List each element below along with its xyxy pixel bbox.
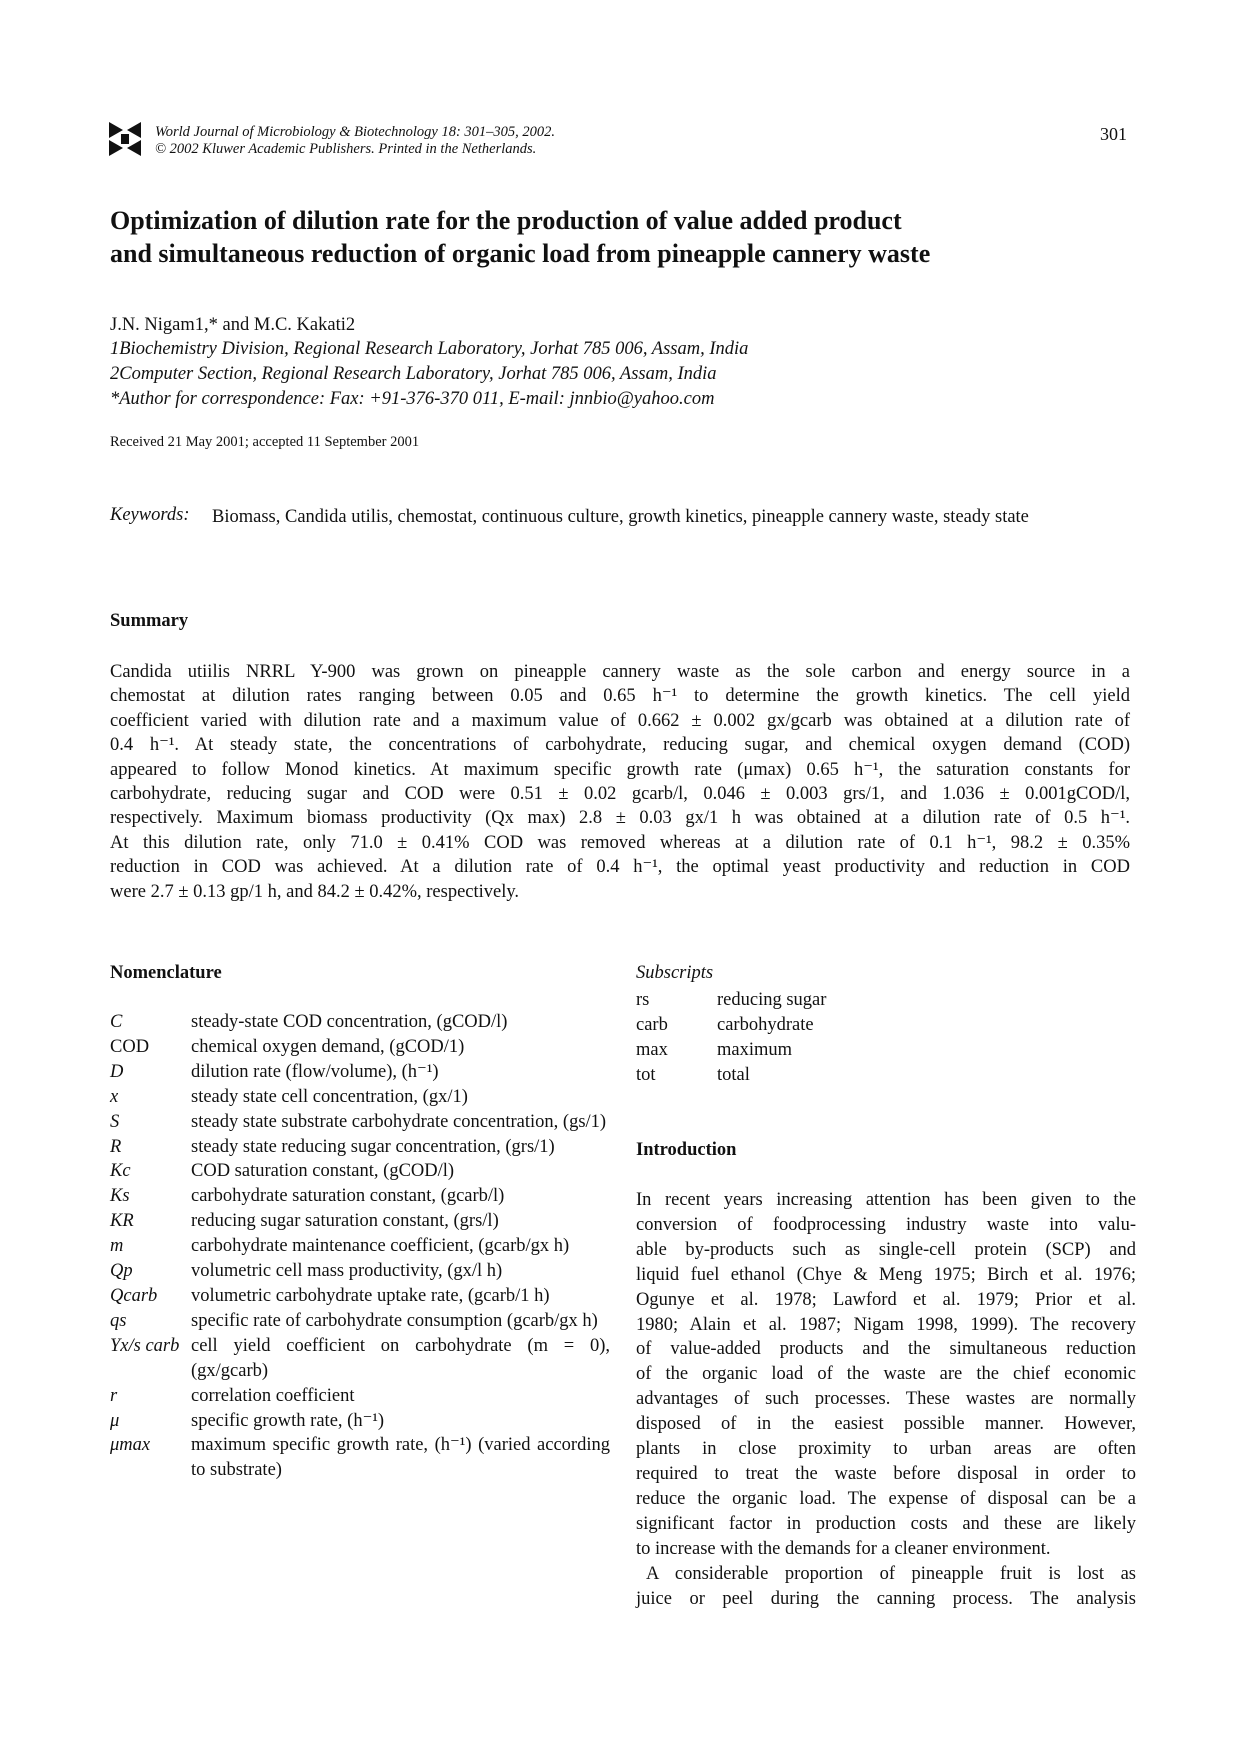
nomenclature-symbol: Ks (110, 1186, 130, 1207)
nomenclature-definition: steady-state COD concentration, (gCOD/l) (191, 1012, 508, 1032)
nomenclature-row (110, 1035, 610, 1060)
keywords-label: Keywords: (110, 505, 190, 525)
nomenclature-definition: carbohydrate maintenance coefficient, (gcarb/gx h) (191, 1236, 570, 1257)
nomenclature-row (110, 1184, 610, 1209)
summary-body (110, 660, 1130, 904)
nomenclature-list (110, 1010, 610, 1483)
nomenclature-symbol: r (110, 1385, 118, 1406)
subscript-definition: total (717, 1065, 750, 1085)
subscript-row (636, 988, 826, 1013)
subscript-row (636, 1063, 826, 1088)
nomenclature-row (110, 1085, 610, 1110)
affiliation-line: 1Biochemistry Division, Regional Research Laboratory, Jorhat 785 006, Assam, India (110, 339, 749, 359)
nomenclature-symbol: μmax (110, 1435, 151, 1456)
summary-line: coefficient varied with dilution rate and a maximum value of 0.662 ± 0.002 gx/gcarb was obtained at a dilution rate of (110, 710, 1130, 731)
introduction-line: advantages of such processes. These wastes are normally (636, 1389, 1136, 1410)
nomenclature-symbol: R (110, 1136, 122, 1157)
introduction-line: to increase with the demands for a cleaner environment. (636, 1538, 1051, 1559)
nomenclature-symbol: D (110, 1061, 124, 1082)
introduction-line: required to treat the waste before disposal in order to (636, 1463, 1136, 1484)
introduction-body (636, 1188, 1136, 1611)
nomenclature-definition: maximum specific growth rate, (h⁻¹) (varied according to substrate) (191, 1435, 610, 1481)
publisher-logo-icon (107, 120, 143, 158)
journal-citation (155, 124, 555, 158)
introduction-line: liquid fuel ethanol (Chye & Meng 1975; Birch et al. 1976; (636, 1264, 1136, 1285)
nomenclature-row (110, 1384, 610, 1409)
nomenclature-definition: steady state cell concentration, (gx/1) (191, 1086, 468, 1107)
nomenclature-symbol: C (110, 1012, 123, 1032)
summary-line: reduction in COD was achieved. At a dilution rate of 0.4 h⁻¹, the optimal yeast productivity and reduction in COD (110, 857, 1130, 878)
nomenclature-symbol: S (110, 1111, 120, 1132)
received-dates: Received 21 May 2001; accepted 11 September 2001 (110, 434, 420, 450)
paper-title (110, 204, 1120, 270)
introduction-line: A considerable proportion of pineapple fruit is lost as (646, 1563, 1136, 1584)
affiliations (110, 337, 748, 412)
summary-line: 0.4 h⁻¹. At steady state, the concentrations of carbohydrate, reducing sugar, and chemical oxygen demand (COD) (110, 735, 1130, 756)
nomenclature-symbol: Yx/s carb (110, 1335, 180, 1356)
author-list (110, 313, 355, 338)
nomenclature-row (110, 1135, 610, 1160)
nomenclature-definition: dilution rate (flow/volume), (h⁻¹) (191, 1061, 439, 1082)
introduction-line: of the organic load of the waste are the chief economic (636, 1364, 1136, 1385)
introduction-line: disposed of in the easiest possible manner. However, (636, 1414, 1136, 1435)
subscript-definition: carbohydrate (717, 1015, 814, 1035)
introduction-line: Ogunye et al. 1978; Lawford et al. 1979; Prior et al. (636, 1289, 1136, 1310)
nomenclature-symbol: μ (110, 1410, 120, 1431)
nomenclature-symbol: x (110, 1086, 119, 1107)
summary-line: At this dilution rate, only 71.0 ± 0.41% COD was removed whereas at a dilution rate of 0.1 h⁻¹, 98.2 ± 0.35% (110, 832, 1130, 853)
subscript-symbol: carb (636, 1015, 668, 1035)
correspondence-line: *Author for correspondence: Fax: +91-376-370 011, E-mail: jnnbio@yahoo.com (110, 389, 715, 409)
nomenclature-definition: carbohydrate saturation constant, (gcarb/l) (191, 1186, 505, 1207)
summary-line: respectively. Maximum biomass productivity (Qx max) 2.8 ± 0.03 gx/1 h was obtained at a dilution rate of 0.5 h⁻¹. (110, 808, 1130, 829)
nomenclature-row (110, 1234, 610, 1259)
nomenclature-row (110, 1259, 610, 1284)
introduction-line: significant factor in production costs and these are likely (636, 1513, 1136, 1534)
nomenclature-symbol: Kc (110, 1161, 131, 1182)
title-line: and simultaneous reduction of organic load from pineapple cannery waste (110, 239, 931, 268)
nomenclature-definition: specific rate of carbohydrate consumption (gcarb/gx h) (191, 1310, 598, 1331)
introduction-line: In recent years increasing attention has been given to the (636, 1190, 1136, 1210)
journal-line-1: World Journal of Microbiology & Biotechnology 18: 301–305, 2002. (155, 124, 556, 140)
nomenclature-row (110, 1209, 610, 1234)
summary-line: were 2.7 ± 0.13 gp/1 h, and 84.2 ± 0.42%, respectively. (110, 881, 520, 902)
subscript-row (636, 1013, 826, 1038)
subscript-symbol: rs (636, 990, 650, 1010)
introduction-line: of value-added products and the simultaneous reduction (636, 1339, 1136, 1360)
affiliation-line: 2Computer Section, Regional Research Laboratory, Jorhat 785 006, Assam, India (110, 364, 717, 384)
nomenclature-definition: reducing sugar saturation constant, (grs/l) (191, 1211, 499, 1232)
introduction-line: 1980; Alain et al. 1987; Nigam 1998, 1999). The recovery (636, 1314, 1136, 1335)
introduction-line: juice or peel during the canning process. The analysis (636, 1588, 1136, 1609)
nomenclature-symbol: m (110, 1236, 124, 1257)
title-line: Optimization of dilution rate for the production of value added product (110, 206, 902, 235)
nomenclature-symbol: COD (110, 1036, 150, 1057)
introduction-line: plants in close proximity to urban areas are often (636, 1439, 1136, 1460)
nomenclature-definition: specific growth rate, (h⁻¹) (191, 1410, 385, 1431)
nomenclature-row (110, 1334, 610, 1384)
summary-heading: Summary (110, 611, 189, 631)
nomenclature-row (110, 1433, 610, 1483)
nomenclature-definition: correlation coefficient (191, 1385, 355, 1406)
subscript-symbol: tot (636, 1065, 656, 1085)
nomenclature-definition: steady state substrate carbohydrate concentration, (gs/1) (191, 1111, 607, 1132)
nomenclature-row (110, 1309, 610, 1334)
nomenclature-row (110, 1284, 610, 1309)
subscript-definition: maximum (717, 1040, 793, 1060)
nomenclature-symbol: Qcarb (110, 1285, 158, 1306)
nomenclature-heading: Nomenclature (110, 963, 222, 983)
authors-text: J.N. Nigam1,* and M.C. Kakati2 (110, 315, 356, 335)
introduction-heading: Introduction (636, 1140, 737, 1160)
summary-line: Candida utiilis NRRL Y-900 was grown on pineapple cannery waste as the sole carbon and energy source in a (110, 662, 1130, 682)
subscript-row (636, 1038, 826, 1063)
subscripts-list (636, 988, 826, 1088)
nomenclature-definition: COD saturation constant, (gCOD/l) (191, 1161, 455, 1182)
nomenclature-symbol: qs (110, 1310, 127, 1331)
introduction-line: reduce the organic load. The expense of disposal can be a (636, 1488, 1136, 1509)
summary-line: carbohydrate, reducing sugar and COD were 0.51 ± 0.02 gcarb/l, 0.046 ± 0.003 grs/1, and 1.036 ± 0.001gCOD/l, (110, 784, 1130, 805)
summary-line: appeared to follow Monod kinetics. At maximum specific growth rate (μmax) 0.65 h⁻¹, the saturation constants for (110, 759, 1130, 780)
nomenclature-definition: steady state reducing sugar concentration, (grs/1) (191, 1136, 555, 1157)
introduction-line: conversion of foodprocessing industry waste into valu- (636, 1214, 1136, 1235)
subscript-symbol: max (636, 1040, 668, 1060)
nomenclature-definition: cell yield coefficient on carbohydrate (m = 0), (gx/gcarb) (191, 1335, 610, 1381)
journal-line-2: © 2002 Kluwer Academic Publishers. Printed in the Netherlands. (155, 141, 537, 157)
nomenclature-row (110, 1409, 610, 1434)
nomenclature-symbol: KR (110, 1211, 134, 1232)
keywords-text: Biomass, Candida utilis, chemostat, continuous culture, growth kinetics, pineapple cannery waste, steady state (212, 507, 1029, 527)
nomenclature-row (110, 1110, 610, 1135)
page-number: 301 (1100, 124, 1127, 144)
introduction-line: able by-products such as single-cell protein (SCP) and (636, 1239, 1136, 1260)
nomenclature-row (110, 1060, 610, 1085)
summary-line: chemostat at dilution rates ranging between 0.05 and 0.65 h⁻¹ to determine the growth kinetics. The cell yield (110, 686, 1130, 707)
subscript-definition: reducing sugar (717, 990, 827, 1010)
nomenclature-definition: chemical oxygen demand, (gCOD/1) (191, 1036, 465, 1057)
subscripts-heading: Subscripts (636, 963, 714, 983)
nomenclature-symbol: Qp (110, 1261, 133, 1282)
nomenclature-definition: volumetric cell mass productivity, (gx/l h) (191, 1261, 503, 1282)
nomenclature-definition: volumetric carbohydrate uptake rate, (gcarb/1 h) (191, 1285, 550, 1306)
nomenclature-row (110, 1010, 610, 1035)
nomenclature-row (110, 1159, 610, 1184)
